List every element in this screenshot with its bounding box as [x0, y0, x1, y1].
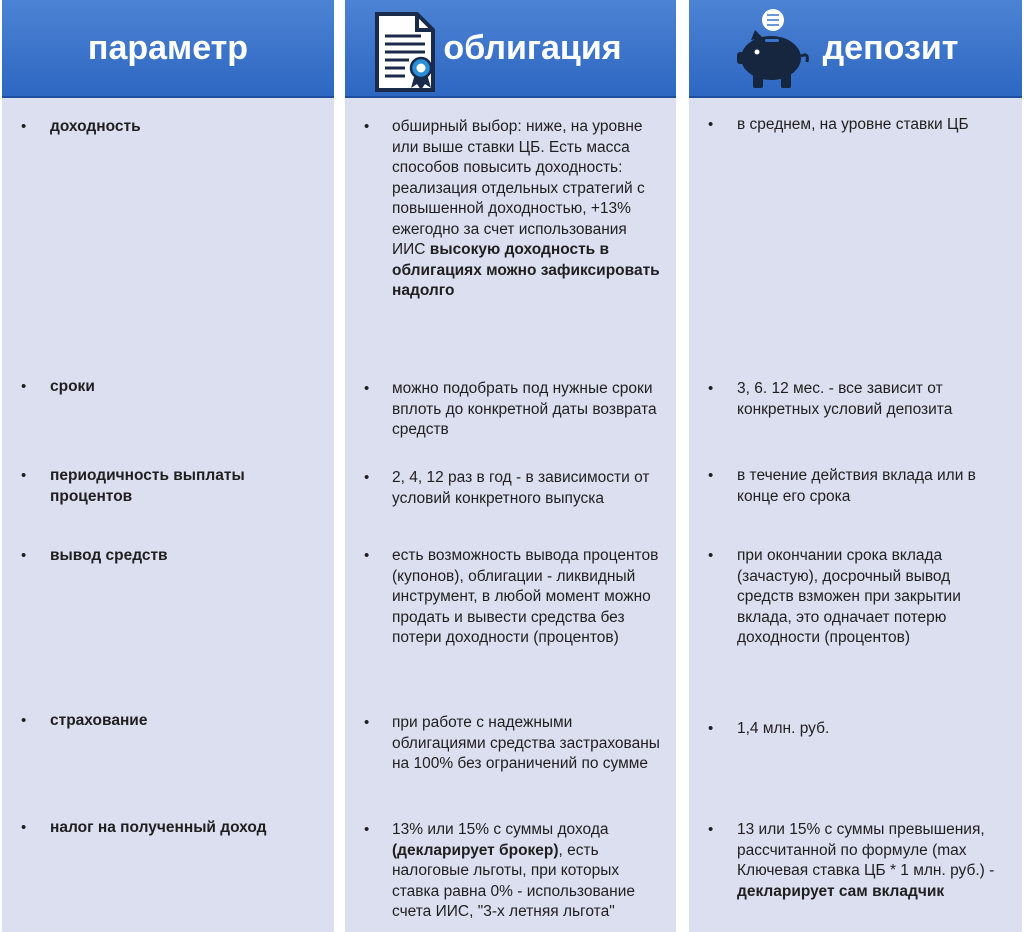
bullet: • — [21, 118, 27, 135]
bullet: • — [364, 821, 370, 838]
bullet: • — [364, 118, 370, 135]
bullet: • — [364, 547, 370, 564]
bond-tax-text-rest: , есть налоговые льготы, при которых ставка равна 0% - использование счета ИИС, "3-х летняя льгота" — [392, 841, 635, 920]
bond-tax-highlight: (декларирует брокер) — [392, 841, 559, 859]
bullet: • — [708, 720, 714, 737]
param-label: периодичность выплаты процентов — [50, 467, 245, 505]
column-parameter-body — [2, 98, 334, 932]
bullet: • — [21, 712, 27, 729]
bullet: • — [21, 378, 27, 395]
bullet: • — [708, 821, 714, 838]
header-deposit — [689, 0, 1022, 98]
bullet: • — [21, 819, 27, 836]
param-label: сроки — [50, 378, 95, 395]
header-deposit-title: депозит — [822, 28, 959, 67]
column-deposit-body — [689, 98, 1022, 932]
param-label: доходность — [50, 118, 141, 135]
piggy-bank-icon — [731, 6, 811, 92]
column-parameter — [2, 0, 334, 932]
bullet: • — [708, 116, 714, 133]
bullet: • — [708, 467, 714, 484]
deposit-cell: 1,4 млн. руб. — [737, 720, 830, 737]
column-bond-body — [345, 98, 676, 932]
deposit-tax-highlight: декларирует сам вкладчик — [737, 882, 945, 900]
bond-cell — [392, 820, 660, 923]
bullet: • — [364, 380, 370, 397]
deposit-cell: в среднем, на уровне ставки ЦБ — [737, 116, 969, 133]
column-bond — [345, 0, 676, 932]
bond-cell — [392, 117, 660, 302]
deposit-cell — [737, 820, 1004, 902]
bullet: • — [708, 547, 714, 564]
bullet: • — [21, 467, 27, 484]
bullet: • — [708, 380, 714, 397]
header-bond — [345, 0, 676, 98]
bond-cell: есть возможность вывода процентов (купонов), облигации - ликвидный инструмент, в любой момент можно продать и вывести средства без потери доходности (процентов) — [392, 547, 659, 646]
bullet: • — [364, 714, 370, 731]
deposit-tax-text: 13 или 15% с суммы превышения, рассчитанной по формуле (max Ключевая ставка ЦБ * 1 млн. руб.) - — [737, 821, 995, 879]
bond-cell: можно подобрать под нужные сроки вплоть до конкретной даты возврата средств — [392, 380, 657, 438]
param-label: налог на полученный доход — [50, 819, 267, 836]
header-parameter — [2, 0, 334, 98]
bond-cell: 2, 4, 12 раз в год - в зависимости от условий конкретного выпуска — [392, 469, 650, 507]
deposit-cell: 3, 6. 12 мес. - все зависит от конкретных условий депозита — [737, 380, 953, 418]
certificate-document-icon — [373, 12, 437, 92]
column-deposit — [689, 0, 1022, 932]
bond-yield-highlight: высокую доходность в облигациях можно зафиксировать надолго — [392, 241, 660, 299]
header-parameter-title: параметр — [87, 28, 249, 67]
param-label: вывод средств — [50, 547, 168, 564]
bullet: • — [364, 469, 370, 486]
bond-tax-text: 13% или 15% с суммы дохода — [392, 821, 609, 838]
param-label: страхование — [50, 712, 148, 729]
bond-cell: при работе с надежными облигациями средства застрахованы на 100% без ограничений по сумме — [392, 714, 660, 772]
bullet: • — [21, 547, 27, 564]
header-bond-title: облигация — [443, 28, 622, 67]
deposit-cell: в течение действия вклада или в конце его срока — [737, 467, 976, 505]
bond-yield-text: обширный выбор: ниже, на уровне или выше ставки ЦБ. Есть масса способов повысить доходность: реализация отдельных стратегий с повышенной доходностью, +13% ежегодно за счет использования ИИС — [392, 118, 645, 258]
deposit-cell: при окончании срока вклада (зачастую), досрочный вывод средств взможен при закрытии вклада, это одначает потерю доходности (процентов) — [737, 547, 961, 646]
